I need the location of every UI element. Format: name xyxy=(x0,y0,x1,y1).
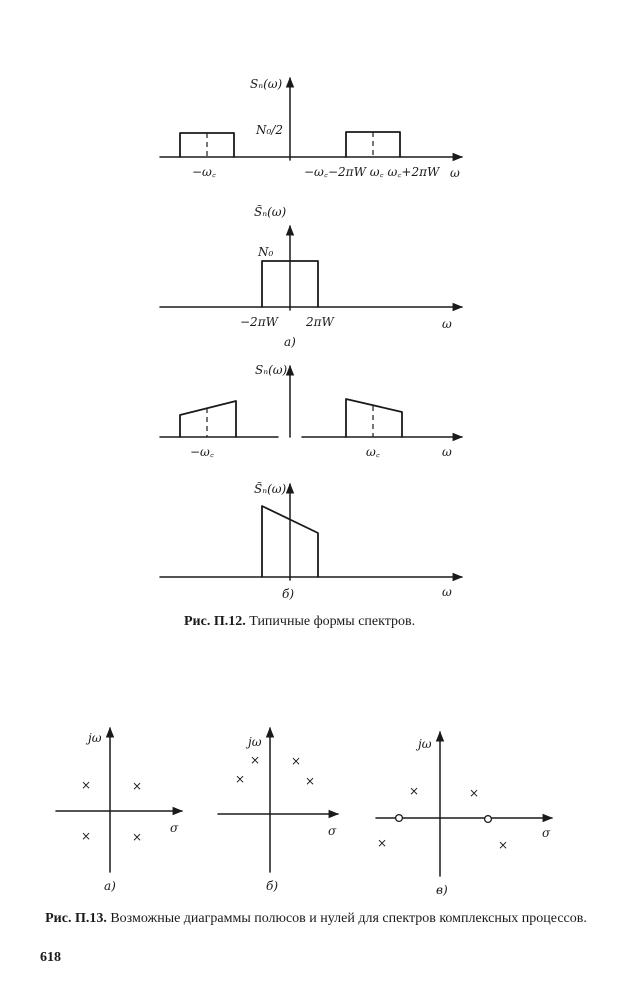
pole-marker: × xyxy=(249,753,261,767)
sigma-axis-label: σ xyxy=(170,821,179,835)
page-number: 618 xyxy=(40,950,61,965)
sigma-axis-label: σ xyxy=(542,826,551,840)
sloped-band-positive xyxy=(346,399,402,437)
sigma-axis-label: σ xyxy=(328,824,337,838)
pole-marker: × xyxy=(290,754,302,768)
pole-marker: × xyxy=(234,772,246,786)
x-axis-label: ω xyxy=(442,445,452,459)
fig13-diagram-a xyxy=(56,728,182,893)
sloped-band-negative xyxy=(180,401,236,437)
tick-label-neg-wc: −ω꜀ xyxy=(190,445,214,459)
pole-marker: × xyxy=(304,774,316,788)
tick-label-neg-wc: −ω꜀ xyxy=(192,165,216,179)
y-axis-label: S̃ₙ(ω) xyxy=(254,205,287,219)
pole-marker: × xyxy=(468,786,480,800)
fig12-a-bottom-plot xyxy=(160,204,462,349)
pole-marker: × xyxy=(80,778,92,792)
tick-label-band: −ω꜀−2πW ω꜀ ω꜀+2πW xyxy=(304,165,440,179)
caption-text: Возможные диаграммы полюсов и нулей для спектров комплексных процессов. xyxy=(106,911,587,926)
pole-marker: × xyxy=(80,829,92,843)
fig12-a-top-plot xyxy=(160,77,462,180)
fig13-diagram-b xyxy=(218,728,338,893)
figure-12-caption xyxy=(184,614,415,630)
panel-label-b: б) xyxy=(282,587,295,601)
caption-number: Рис. П.13. xyxy=(45,911,107,926)
pole-marker: × xyxy=(408,784,420,798)
x-axis-label: ω xyxy=(442,585,452,599)
fig12-b-bottom-plot xyxy=(160,481,462,601)
fig12-b-top-plot xyxy=(160,363,462,459)
caption-text: Типичные формы спектров. xyxy=(245,614,416,629)
tick-label-right: 2πW xyxy=(306,315,334,329)
x-axis-label: ω xyxy=(442,317,452,331)
y-axis-label: Sₙ(ω) xyxy=(255,363,288,377)
diagram-label-a: а) xyxy=(104,879,116,893)
diagram-label-b: б) xyxy=(266,879,279,893)
jw-axis-label: jω xyxy=(88,731,102,745)
x-axis-label: ω xyxy=(450,166,460,180)
pole-marker: × xyxy=(131,779,143,793)
tick-label-left: −2πW xyxy=(240,315,278,329)
pole-marker: × xyxy=(497,838,509,852)
diagram-label-c: в) xyxy=(436,883,448,897)
tick-label-pos-wc: ω꜀ xyxy=(366,445,380,459)
jw-axis-label: jω xyxy=(248,735,262,749)
caption-number: Рис. П.12. xyxy=(184,614,246,629)
pole-marker: × xyxy=(376,836,388,850)
figure-13-caption xyxy=(36,911,596,927)
y-axis-label: Sₙ(ω) xyxy=(250,77,283,91)
zero-marker xyxy=(396,815,403,822)
level-label: N₀/2 xyxy=(256,123,283,137)
fig13-diagram-c xyxy=(376,732,552,897)
zero-marker xyxy=(485,816,492,823)
jw-axis-label: jω xyxy=(418,737,432,751)
pole-marker: × xyxy=(131,830,143,844)
y-axis-label: S̃ₙ(ω) xyxy=(254,482,287,496)
panel-label-a: a) xyxy=(284,335,296,349)
level-label: N₀ xyxy=(258,245,274,259)
